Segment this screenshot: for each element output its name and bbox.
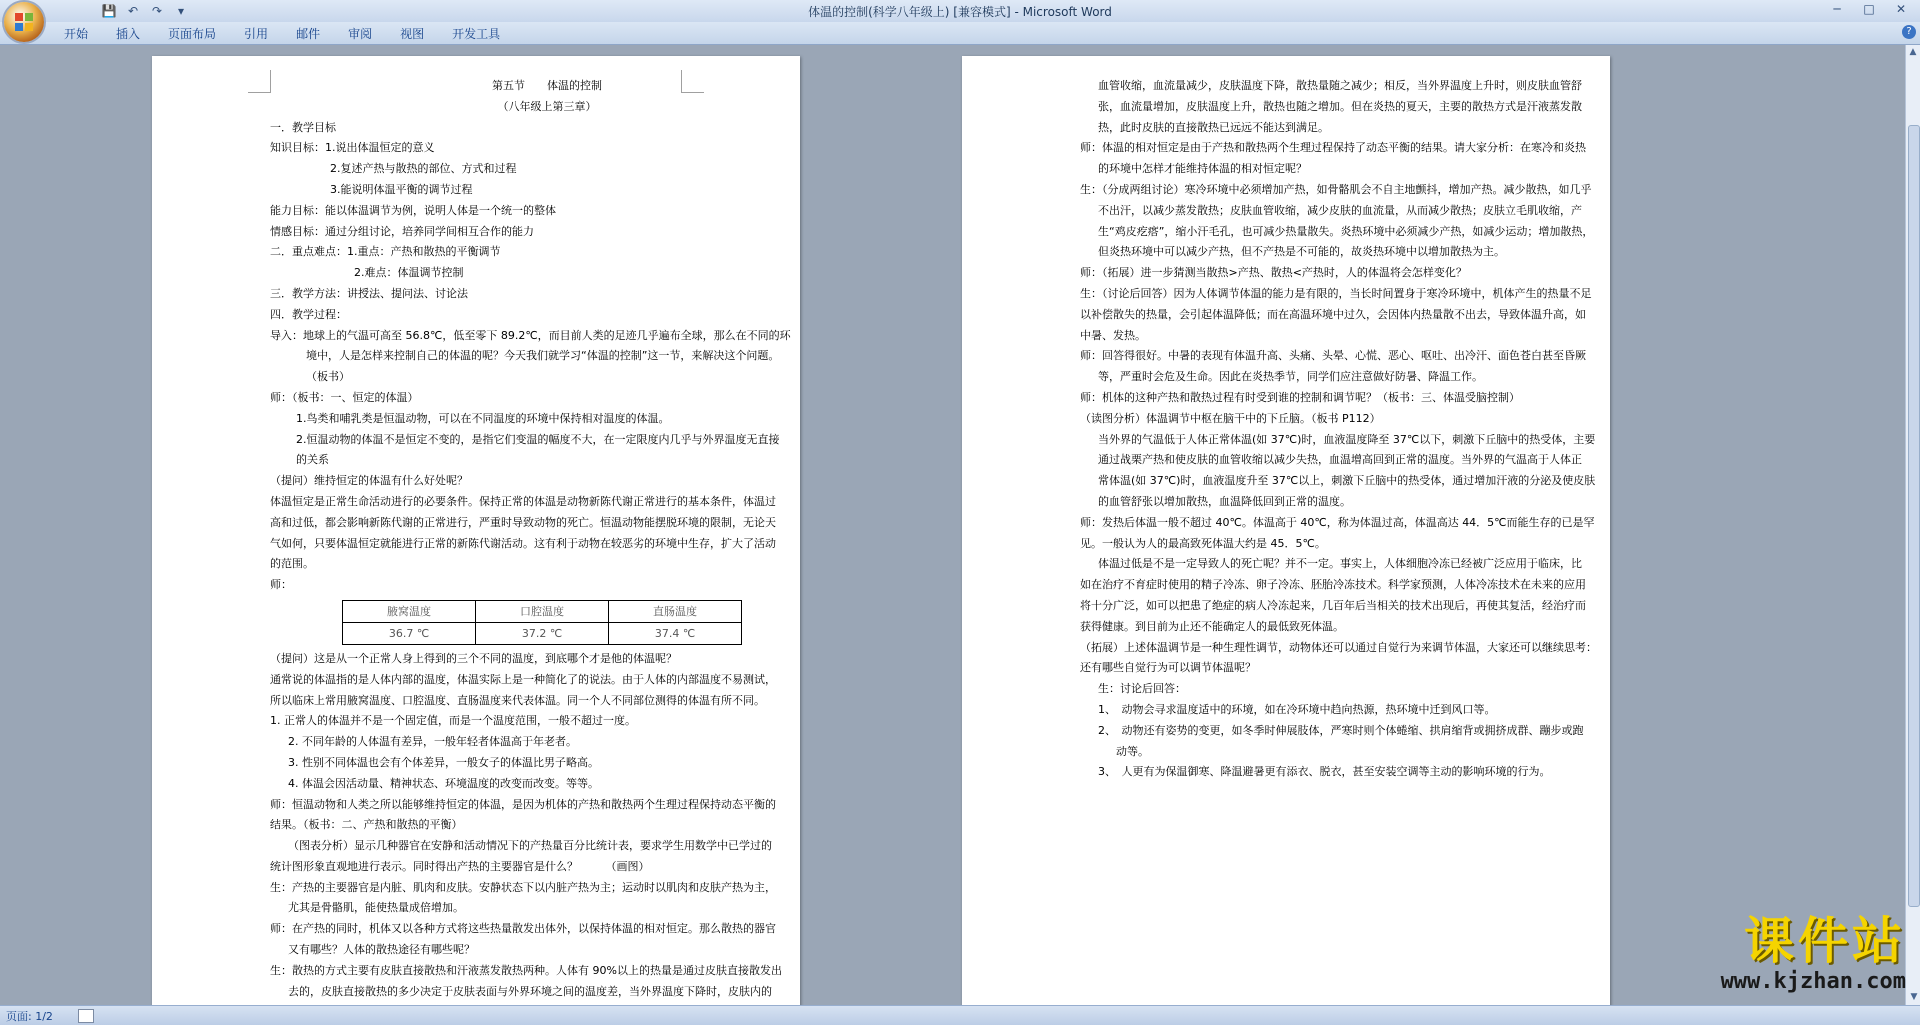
text-line: 生：讨论后回答：	[1098, 682, 1186, 696]
tab-insert[interactable]: 插入	[116, 27, 141, 41]
text-line: 生：（分成两组讨论）寒冷环境中必须增加产热，如骨骼肌会不自主地颤抖，增加产热。减少散热，如几乎	[1080, 182, 1592, 196]
watermark-logo	[1666, 913, 1906, 1003]
office-logo-icon	[13, 11, 35, 33]
close-button[interactable]: ✕	[1895, 2, 1907, 16]
temperature-table	[342, 600, 742, 645]
vertical-scrollbar[interactable]	[1905, 45, 1920, 1006]
page-1-body	[270, 76, 800, 1002]
text-line: 尤其是骨骼肌，能使热量成倍增加。	[288, 901, 464, 915]
text-line: 2.难点：体温调节控制	[354, 266, 464, 280]
text-line: 血管收缩，血流量减少，皮肤温度下降，散热量随之减少；相反，当外界温度上升时，则皮肤血管舒	[1098, 79, 1582, 92]
text-line: 师：机体的这种产热和散热过程有时受到谁的控制和调节呢？（板书：三、体温受脑控制）	[1080, 390, 1520, 404]
text-line: （图表分析）显示几种器官在安静和活动情况下的产热量百分比统计表，要求学生用数学中已学过的	[288, 839, 772, 853]
list-item: 3、 人更有为保温御寒、降温避暑更有添衣、脱衣，甚至安装空调等主动的影响环境的行为。	[1098, 765, 1551, 779]
text-line: 师：（板书：一、恒定的体温）	[270, 390, 419, 404]
text-line: 将十分广泛，如可以把患了绝症的病人冷冻起来，几百年后当相关的技术出现后，再使其复活，经治疗而	[1080, 598, 1586, 612]
text-line: 的环境中怎样才能维持体温的相对恒定呢？	[1098, 162, 1307, 176]
text-line: 生“鸡皮疙瘩”，缩小汗毛孔，也可减少热量散失。炎热环境中必须减少产热，如减少运动；增加散热，	[1098, 224, 1594, 238]
text-line: 能力目标：能以体温调节为例，说明人体是一个统一的整体	[270, 203, 556, 217]
tab-view[interactable]: 视图	[400, 27, 425, 41]
browse-object-controls	[1907, 990, 1919, 1004]
text-line: 生：散热的方式主要有皮肤直接散热和汗液蒸发散热两种。人体有 90%以上的热量是通过皮肤直接散发出	[270, 963, 782, 977]
text-line: 张，血流量增加，皮肤温度上升，散热也随之增加。但在炎热的夏天，主要的散热方式是汗液蒸发散	[1098, 99, 1582, 113]
page-count[interactable]: 页面: 1/2	[6, 1010, 53, 1023]
text-line: 的关系	[296, 453, 329, 467]
document-subtitle: （八年级上第三章）	[497, 99, 597, 113]
text-line: 境中，人是怎样来控制自己的体温的呢？今天我们就学习“体温的控制”这一节，来解决这个问题。	[306, 349, 780, 363]
text-line: 生：产热的主要器官是内脏、肌肉和皮肤。安静状态下以内脏产热为主；运动时以肌肉和皮肤产热为主，	[270, 880, 776, 894]
table-header-row	[343, 600, 742, 622]
text-line: 师：体温的相对恒定是由于产热和散热两个生理过程保持了动态平衡的结果。请大家分析：在寒冷和炎热	[1080, 141, 1586, 155]
table-header-cell: 口腔温度	[476, 600, 609, 622]
minimize-button[interactable]: ─	[1833, 2, 1841, 16]
list-item: 1. 正常人的体温并不是一个固定值，而是一个温度范围，一般不超过一度。	[270, 714, 636, 728]
window-title: 体温的控制(科学八年级上) [兼容模式] - Microsoft Word	[808, 5, 1112, 19]
text-line: 3.能说明体温平衡的调节过程	[330, 182, 473, 196]
document-page-1[interactable]	[152, 56, 800, 1006]
table-cell: 37.2 ℃	[476, 622, 609, 644]
list-item: 1、 动物会寻求温度适中的环境，如在冷环境中趋向热源，热环境中迁到风口等。	[1098, 702, 1496, 716]
text-line: 体温过低是不是一定导致人的死亡呢？并不一定。事实上，人体细胞冷冻已经被广泛应用于临床，比	[1098, 557, 1582, 571]
text-line: （读图分析）体温调节中枢在脑干中的下丘脑。（板书 P112）	[1080, 411, 1381, 425]
text-line: 通常说的体温指的是人体内部的温度，体温实际上是一种简化了的说法。由于人体的内部温度不易测试，	[270, 672, 776, 686]
text-line: 统计图形象直观地进行表示。同时得出产热的主要器官是什么？ （画图）	[270, 859, 650, 873]
text-line: 热，此时皮肤的直接散热已远远不能达到满足。	[1098, 120, 1329, 134]
text-line: 高和过低，都会影响新陈代谢的正常进行，严重时导致动物的死亡。恒温动物能摆脱环境的限制，无论天	[270, 515, 776, 529]
list-item: 2. 不同年龄的人体温有差异，一般年轻者体温高于年老者。	[288, 735, 577, 749]
tab-review[interactable]: 审阅	[348, 27, 373, 41]
text-line: 师：在产热的同时，机体又以各种方式将这些热量散发出体外，以保持体温的相对恒定。那么散热的器官	[270, 922, 776, 936]
text-line: 情感目标：通过分组讨论，培养同学间相互合作的能力	[270, 224, 534, 238]
window-controls	[1824, 0, 1914, 18]
scrollbar-thumb[interactable]	[1908, 125, 1920, 907]
watermark-text: 课件站	[1744, 912, 1906, 970]
text-line: 又有哪些？人体的散热途径有哪些呢？	[288, 943, 475, 957]
status-bar	[0, 1005, 1920, 1025]
office-button[interactable]	[4, 2, 44, 42]
page-corner-mark	[248, 70, 271, 93]
text-line: 中暑、发热。	[1080, 328, 1146, 342]
text-line: 还有哪些自觉行为可以调节体温呢？	[1080, 661, 1256, 675]
text-line: （拓展）上述体温调节是一种生理性调节，动物体还可以通过自觉行为来调节体温，大家还可以继续思考：	[1080, 640, 1597, 654]
text-line: 生：（讨论后回答）因为人体调节体温的能力是有限的，当长时间置身于寒冷环境中，机体产生的热量不足	[1080, 286, 1592, 300]
text-line: 结果。（板书：二、产热和散热的平衡）	[270, 818, 463, 832]
page-2-body	[1080, 76, 1610, 783]
table-header-cell: 腋窝温度	[343, 600, 476, 622]
text-line: 等，严重时会危及生命。因此在炎热季节，同学们应注意做好防暑、降温工作。	[1098, 370, 1483, 384]
table-header-cell: 直肠温度	[609, 600, 742, 622]
section-heading: 二．重点难点：1.重点：产热和散热的平衡调节	[270, 245, 501, 259]
text-line: （提问）这是从一个正常人身上得到的三个不同的温度，到底哪个才是他的体温呢？	[270, 651, 677, 665]
text-line: 当外界的气温低于人体正常体温(如 37℃)时，血液温度降至 37℃以下，刺激下丘脑中的热受体，主要	[1098, 432, 1596, 446]
text-line: 获得健康。到目前为止还不能确定人的最低致死体温。	[1080, 619, 1344, 633]
text-line: 常体温(如 37℃)时，血液温度升至 37℃以上，刺激下丘脑中的热受体，通过增加汗液的分泌及使皮肤	[1098, 474, 1596, 488]
section-heading: 三．教学方法：讲授法、提问法、讨论法	[270, 286, 468, 300]
text-line: 体温恒定是正常生命活动进行的必要条件。保持正常的体温是动物新陈代谢正常进行的基本条件，体温过	[270, 494, 776, 508]
text-line: 导入：地球上的气温可高至 56.8℃，低至零下 89.2℃，而目前人类的足迹几乎遍布全球，那么在不同的环	[270, 328, 791, 342]
tab-page-layout[interactable]: 页面布局	[168, 27, 217, 41]
list-item: 2、 动物还有姿势的变更，如冬季时伸展肢体，严寒时则个体蜷缩、拱肩缩背或拥挤成群、蹦步或跑	[1098, 723, 1584, 737]
help-icon[interactable]: ?	[1902, 25, 1916, 39]
scroll-down-icon[interactable]: ▼	[1910, 992, 1918, 1002]
text-line: 师：	[270, 578, 292, 592]
save-icon[interactable]: 💾	[101, 4, 117, 18]
ribbon-tabs	[50, 25, 514, 43]
text-line: 2.复述产热与散热的部位、方式和过程	[330, 162, 517, 176]
text-line: 1.鸟类和哺乳类是恒温动物，可以在不同温度的环境中保持相对温度的体温。	[296, 411, 670, 425]
text-line: 师：回答得很好。中暑的表现有体温升高、头痛、头晕、心慌、恶心、呕吐、出冷汗、面色苍白甚至昏厥	[1080, 349, 1586, 363]
text-line: 气如何，只要体温恒定就能进行正常的新陈代谢活动。这有利于动物在较恶劣的环境中生存，扩大了活动	[270, 536, 776, 550]
text-line: 如在治疗不育症时使用的精子冷冻、卵子冷冻、胚胎冷冻技术。科学家预测，人体冷冻技术在未来的应用	[1080, 578, 1586, 592]
section-heading: 一．教学目标	[270, 120, 336, 134]
text-line: 不出汗，以减少蒸发散热；皮肤血管收缩，减少皮肤的血流量，从而减少散热；皮肤立毛肌收缩，产	[1098, 203, 1582, 217]
document-page-2[interactable]	[962, 56, 1610, 1006]
tab-mailings[interactable]: 邮件	[296, 27, 321, 41]
text-line: 通过战栗产热和使皮肤的血管收缩以减少失热，血温增高回到正常的温度。当外界的气温高于人体正	[1098, 453, 1582, 467]
redo-icon[interactable]: ↷	[151, 4, 163, 18]
text-line: 师：恒温动物和人类之所以能够维持恒定的体温，是因为机体的产热和散热两个生理过程保持动态平衡的	[270, 797, 776, 811]
text-line: （提问）维持恒定的体温有什么好处呢？	[270, 474, 468, 488]
tab-references[interactable]: 引用	[244, 27, 269, 41]
text-line: 去的，皮肤直接散热的多少决定于皮肤表面与外界环境之间的温度差，当外界温度下降时，皮肤内的	[288, 984, 772, 998]
text-line: 师：（拓展）进一步猜测当散热>产热、散热<产热时，人的体温将会怎样变化？	[1080, 266, 1467, 280]
title-bar	[0, 0, 1920, 23]
text-line: 的范围。	[270, 557, 314, 571]
tab-developer[interactable]: 开发工具	[452, 27, 501, 41]
text-line: 师：发热后体温一般不超过 40℃。体温高于 40℃，称为体温过高，体温高达 44．5℃而能生存的已是罕	[1080, 515, 1595, 529]
tab-home[interactable]: 开始	[64, 27, 89, 41]
text-line: 以补偿散失的热量，会引起体温降低；而在高温环境中过久，会因体内热量散不出去，导致体温升高，如	[1080, 307, 1586, 321]
table-cell: 37.4 ℃	[609, 622, 742, 644]
proofing-status-icon[interactable]	[78, 1009, 94, 1023]
table-cell: 36.7 ℃	[343, 622, 476, 644]
undo-icon[interactable]: ↶	[127, 4, 139, 18]
document-title: 第五节 体温的控制	[492, 79, 602, 92]
list-item: 4. 体温会因活动量、精神状态、环境温度的改变而改变。等等。	[288, 776, 599, 790]
maximize-button[interactable]: □	[1863, 2, 1875, 16]
scroll-up-icon[interactable]: ▲	[1909, 47, 1917, 57]
section-heading: 四．教学过程：	[270, 307, 347, 321]
text-line: 但炎热环境中可以减少产热，但不产热是不可能的，故炎热环境中以增加散热为主。	[1098, 245, 1505, 259]
text-line: 所以临床上常用腋窝温度、口腔温度、直肠温度来代表体温。同一个人不同部位测得的体温有所不同。	[270, 693, 765, 707]
customize-toolbar-icon[interactable]: ▾	[177, 4, 185, 18]
text-line: 的血管舒张以增加散热，血温降低回到正常的温度。	[1098, 494, 1351, 508]
text-line: 见。一般认为人的最高致死体温大约是 45．5℃。	[1080, 536, 1326, 550]
text-line: 2.恒温动物的体温不是恒定不变的，是指它们变温的幅度不大，在一定限度内几乎与外界温度无直接	[296, 432, 780, 446]
list-item: 3. 性别不同体温也会有个体差异，一般女子的体温比男子略高。	[288, 755, 599, 769]
table-row	[343, 622, 742, 644]
text-line: 知识目标：1.说出体温恒定的意义	[270, 141, 435, 155]
watermark-url: www.kjzhan.com	[1720, 969, 1906, 994]
ribbon-tab-bar	[0, 22, 1920, 45]
text-line: （板书）	[306, 370, 350, 384]
list-item: 动等。	[1116, 744, 1149, 758]
